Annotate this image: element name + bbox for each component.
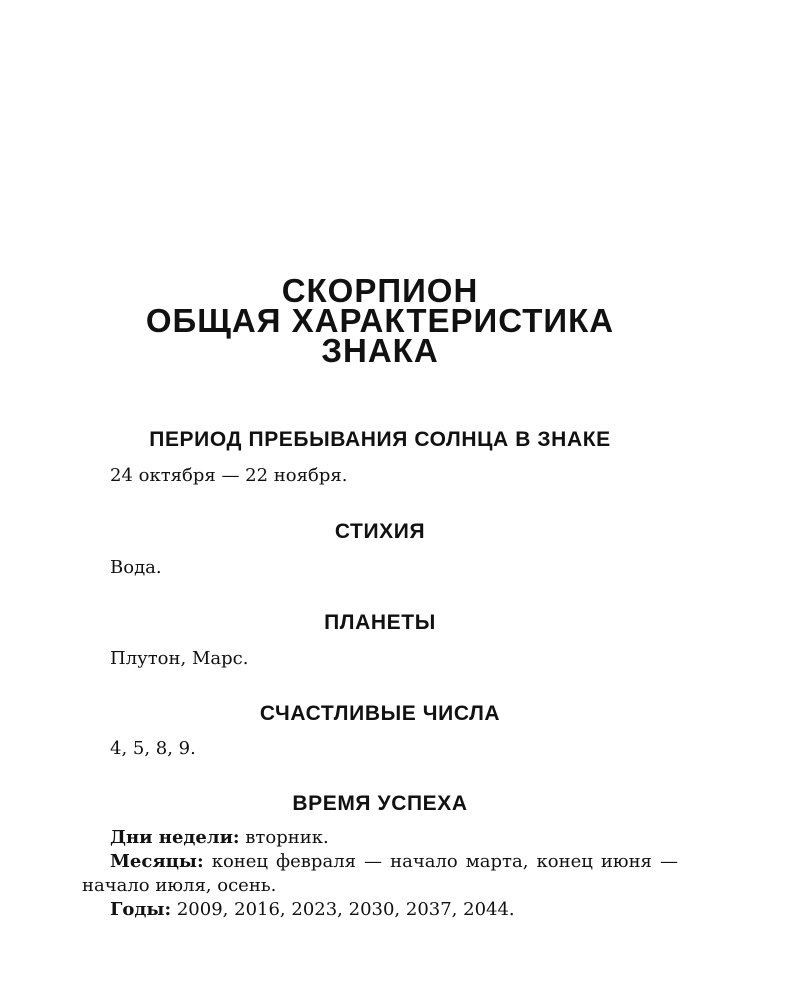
success-days-label: Дни недели: — [110, 827, 240, 848]
success-days-line — [82, 826, 678, 850]
success-time-details — [82, 826, 678, 922]
success-years-line — [82, 898, 678, 922]
section-heading-lucky-numbers: СЧАСТЛИВЫЕ ЧИСЛА — [259, 702, 501, 725]
section-text-sun-period: 24 октября — 22 ноября. — [110, 465, 348, 486]
success-months-label: Месяцы: — [110, 851, 204, 872]
success-years-label: Годы: — [110, 899, 172, 920]
section-heading-success-time: ВРЕМЯ УСПЕХА — [292, 792, 468, 815]
section-heading-planets: ПЛАНЕТЫ — [324, 611, 436, 634]
title-line-general: ОБЩАЯ ХАРАКТЕРИСТИКА — [145, 302, 615, 339]
section-heading-sun-period: ПЕРИОД ПРЕБЫВАНИЯ СОЛНЦА В ЗНАКЕ — [149, 428, 611, 451]
book-page — [82, 0, 678, 1000]
section-text-element: Вода. — [110, 557, 162, 578]
title-line-sign-word: ЗНАКА — [321, 332, 439, 369]
page-title — [82, 272, 678, 369]
title-line-sign: СКОРПИОН — [281, 272, 479, 309]
success-months-line — [82, 850, 678, 898]
section-text-lucky-numbers: 4, 5, 8, 9. — [110, 738, 196, 759]
success-months-value: конец февраля — начало марта, конец июня — начало июля, осень. — [82, 851, 678, 896]
success-days-value: вторник. — [245, 827, 329, 848]
section-text-planets: Плутон, Марс. — [110, 648, 249, 669]
section-heading-element: СТИХИЯ — [334, 520, 426, 543]
success-years-value: 2009, 2016, 2023, 2030, 2037, 2044. — [176, 899, 515, 920]
